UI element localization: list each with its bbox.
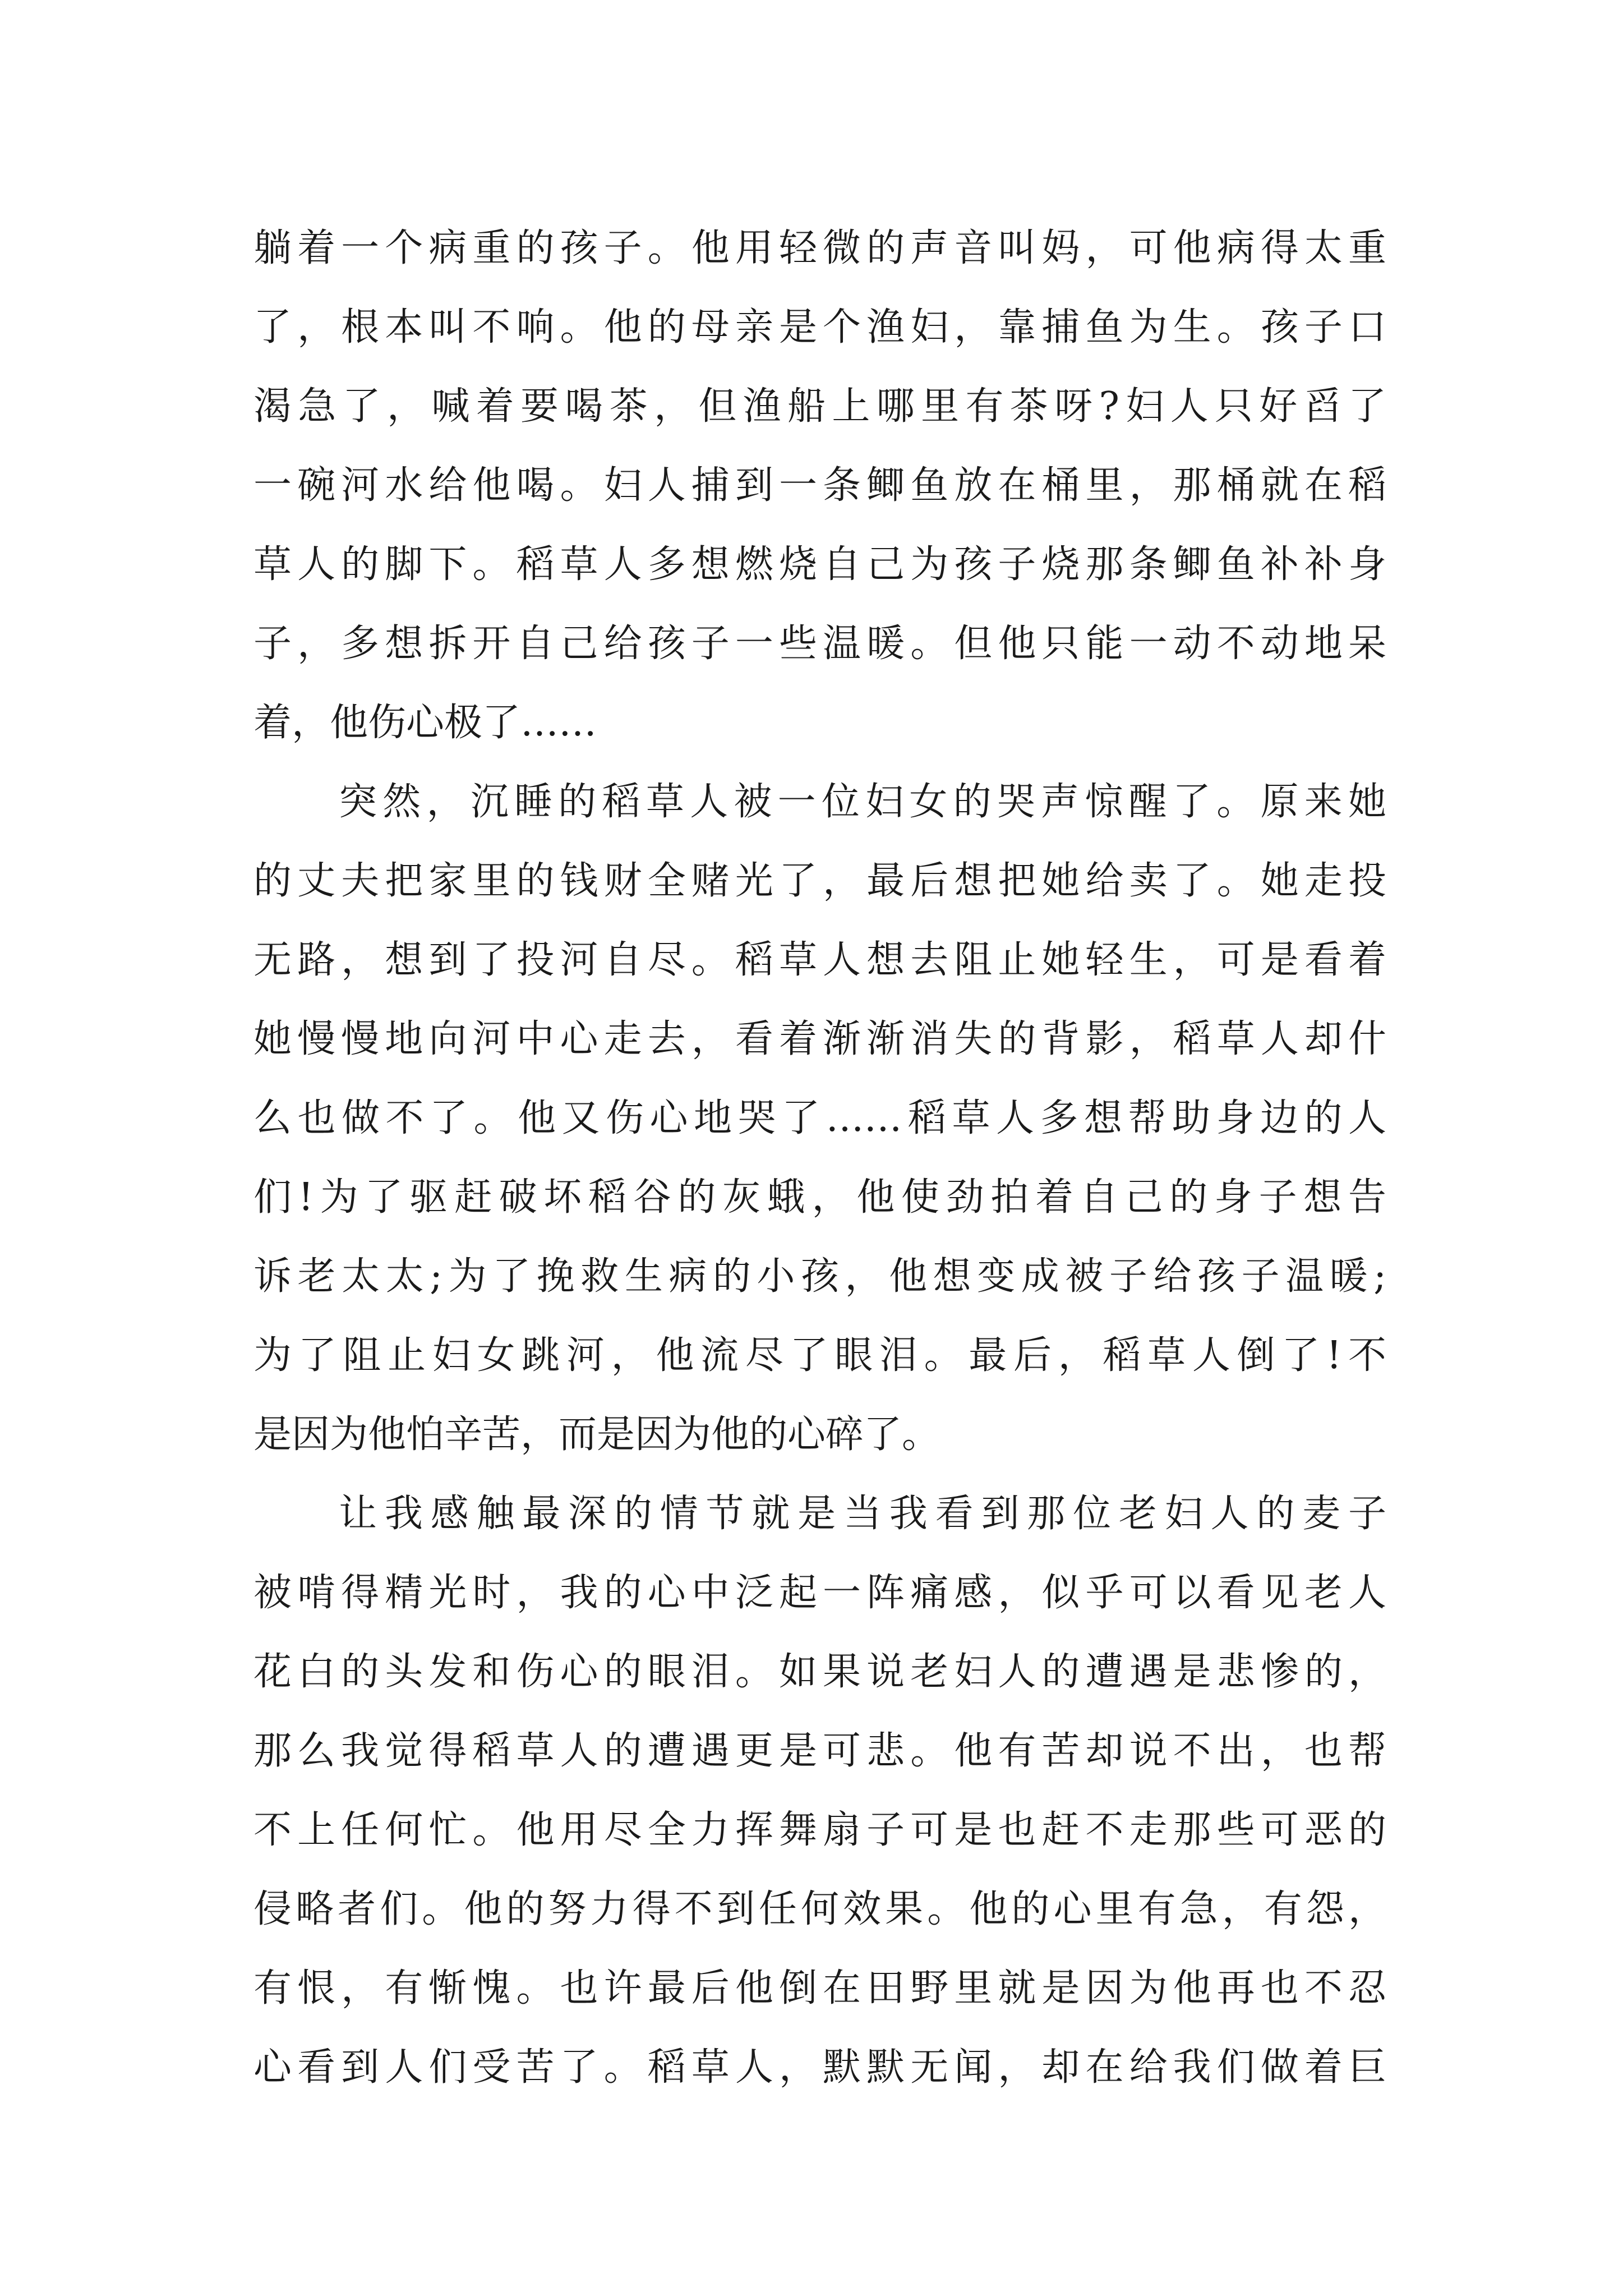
text-line: 不上任何忙。他用尽全力挥舞扇子可是也赶不走那些可恶的 <box>253 1808 1386 1852</box>
text-line: 的丈夫把家里的钱财全赌光了，最后想把她给卖了。她走投 <box>253 859 1386 903</box>
text-line: 子，多想拆开自己给孩子一些温暖。但他只能一动不动地呆 <box>253 622 1386 666</box>
text-line: 了，根本叫不响。他的母亲是个渔妇，靠捕鱼为生。孩子口 <box>253 305 1386 349</box>
text-line: 是因为他怕辛苦，而是因为他的心碎了。 <box>253 1412 940 1457</box>
text-line: 无路，想到了投河自尽。稻草人想去阻止她轻生，可是看着 <box>253 938 1386 982</box>
text-line: 那么我觉得稻草人的遭遇更是可悲。他有苦却说不出，也帮 <box>253 1729 1386 1773</box>
text-line: 花白的头发和伤心的眼泪。如果说老妇人的遭遇是悲惨的， <box>253 1650 1386 1694</box>
text-line: 草人的脚下。稻草人多想燃烧自己为孩子烧那条鲫鱼补补身 <box>253 542 1386 587</box>
text-line: 心看到人们受苦了。稻草人，默默无闻，却在给我们做着巨 <box>253 2045 1386 2090</box>
text-line: 一碗河水给他喝。妇人捕到一条鲫鱼放在桶里，那桶就在稻 <box>253 463 1386 508</box>
text-line: 被啃得精光时，我的心中泛起一阵痛感，似乎可以看见老人 <box>253 1571 1386 1615</box>
text-line: 么也做不了。他又伤心地哭了……稻草人多想帮助身边的人 <box>253 1096 1386 1140</box>
text-line: 躺着一个病重的孩子。他用轻微的声音叫妈，可他病得太重 <box>253 226 1386 270</box>
text-line: 让我感触最深的情节就是当我看到那位老妇人的麦子 <box>339 1492 1386 1536</box>
text-line: 有恨，有惭愧。也许最后他倒在田野里就是因为他再也不忍 <box>253 1966 1386 2010</box>
text-line: 着，他伤心极了…… <box>253 701 597 745</box>
text-line: 她慢慢地向河中心走去，看着渐渐消失的背影，稻草人却什 <box>253 1017 1386 1061</box>
text-line: 渴急了，喊着要喝茶，但渔船上哪里有茶呀?妇人只好舀了 <box>253 384 1386 429</box>
text-line: 突然，沉睡的稻草人被一位妇女的哭声惊醒了。原来她 <box>339 780 1386 824</box>
text-line: 们!为了驱赶破坏稻谷的灰蛾，他使劲拍着自己的身子想告 <box>253 1175 1386 1220</box>
body-text <box>253 209 1386 2107</box>
text-line: 诉老太太;为了挽救生病的小孩，他想变成被子给孩子温暖; <box>253 1254 1386 1299</box>
text-line: 侵略者们。他的努力得不到任何效果。他的心里有急，有怨， <box>253 1887 1386 1931</box>
text-line: 为了阻止妇女跳河，他流尽了眼泪。最后，稻草人倒了!不 <box>253 1333 1386 1378</box>
